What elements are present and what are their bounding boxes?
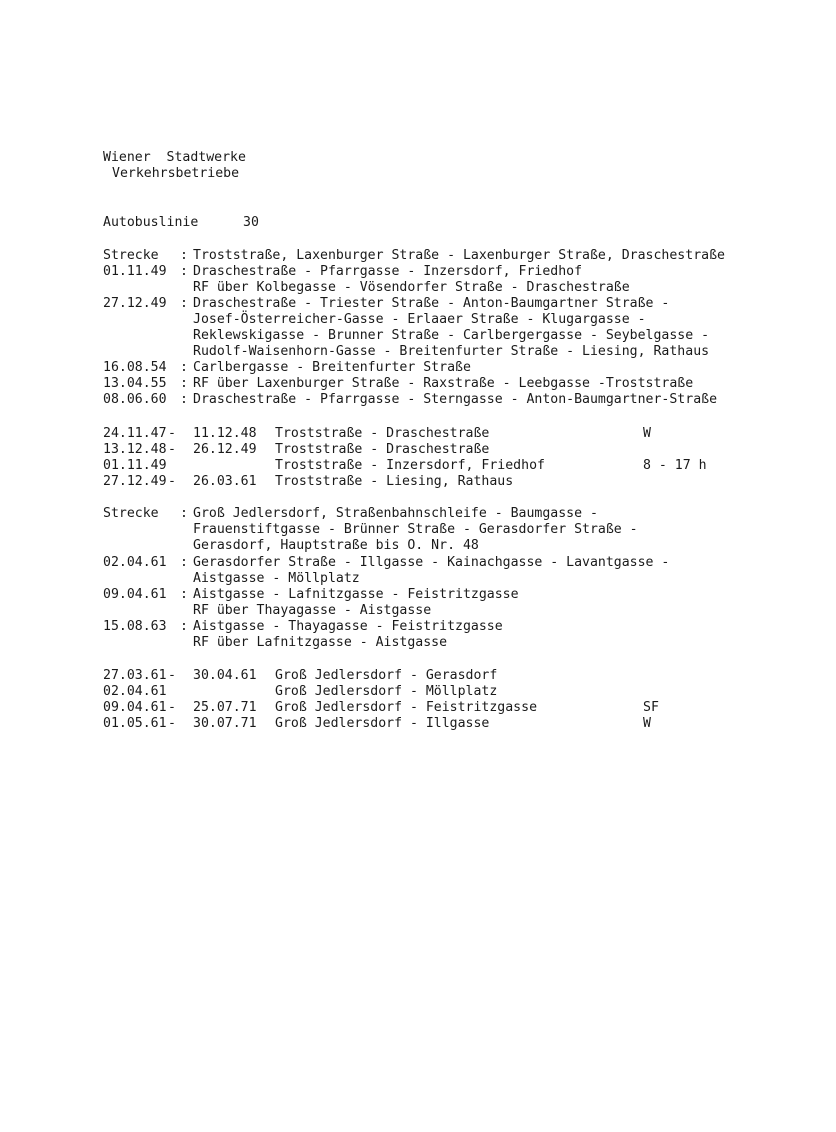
separator-colon: :	[180, 587, 188, 602]
separator-colon: :	[180, 619, 188, 634]
schedule-to-date: 26.03.61	[193, 474, 257, 489]
schedule-to-date: 11.12.48	[193, 426, 257, 441]
schedule-note: SF	[643, 700, 659, 715]
route-change-date: 09.04.61	[103, 587, 167, 602]
route-change-date: 08.06.60	[103, 392, 167, 407]
schedule-dash: -	[168, 700, 176, 715]
bus-line-number: 30	[243, 215, 259, 230]
schedule-dash: -	[168, 716, 176, 731]
schedule-from-date: 13.12.48	[103, 442, 167, 457]
route-change-text: Draschestraße - Pfarrgasse - Inzersdorf, Friedhof	[193, 264, 583, 279]
schedule-to-date: 30.07.71	[193, 716, 257, 731]
route-change-text: Draschestraße - Pfarrgasse - Sterngasse - Anton-Baumgartner-Straße	[193, 392, 718, 407]
route-change-date: 13.04.55	[103, 376, 167, 391]
strecke-text: Troststraße, Laxenburger Straße - Laxenburger Straße, Draschestraße	[193, 248, 725, 263]
route-change-date: 15.08.63	[103, 619, 167, 634]
route-change-text: Carlbergasse - Breitenfurter Straße	[193, 360, 471, 375]
schedule-note: W	[643, 716, 651, 731]
schedule-from-date: 09.04.61	[103, 700, 167, 715]
schedule-dash: -	[168, 474, 176, 489]
separator-colon: :	[180, 506, 188, 521]
schedule-to-date: 25.07.71	[193, 700, 257, 715]
schedule-route: Groß Jedlersdorf - Illgasse	[275, 716, 490, 731]
schedule-route: Groß Jedlersdorf - Feistritzgasse	[275, 700, 538, 715]
strecke-text: Groß Jedlersdorf, Straßenbahnschleife - Baumgasse -	[193, 506, 598, 521]
route-change-text: Gerasdorfer Straße - Illgasse - Kainachgasse - Lavantgasse -	[193, 555, 670, 570]
route-change-date: 01.11.49	[103, 264, 167, 279]
organization-name: Wiener Stadtwerke	[103, 150, 246, 165]
separator-colon: :	[180, 296, 188, 311]
route-change-text: RF über Laxenburger Straße - Raxstraße - Leebgasse -Troststraße	[193, 376, 694, 391]
route-change-text: Aistgasse - Thayagasse - Feistritzgasse	[193, 619, 503, 634]
schedule-dash: -	[168, 442, 176, 457]
strecke-text: Gerasdorf, Hauptstraße bis O. Nr. 48	[193, 538, 479, 553]
bus-line-label: Autobuslinie	[103, 215, 199, 230]
schedule-route: Troststraße - Liesing, Rathaus	[275, 474, 514, 489]
schedule-from-date: 02.04.61	[103, 684, 167, 699]
schedule-dash: -	[168, 668, 176, 683]
schedule-from-date: 01.05.61	[103, 716, 167, 731]
schedule-route: Groß Jedlersdorf - Möllplatz	[275, 684, 498, 699]
schedule-route: Troststraße - Inzersdorf, Friedhof	[275, 458, 545, 473]
separator-colon: :	[180, 360, 188, 375]
strecke-label: Strecke	[103, 248, 159, 263]
route-change-date: 16.08.54	[103, 360, 167, 375]
separator-colon: :	[180, 376, 188, 391]
route-change-text: Aistgasse - Lafnitzgasse - Feistritzgasse	[193, 587, 519, 602]
schedule-from-date: 24.11.47	[103, 426, 167, 441]
strecke-text: Frauenstiftgasse - Brünner Straße - Gerasdorfer Straße -	[193, 522, 638, 537]
route-change-text: RF über Thayagasse - Aistgasse	[193, 603, 432, 618]
schedule-from-date: 27.03.61	[103, 668, 167, 683]
route-change-text: Reklewskigasse - Brunner Straße - Carlbergergasse - Seybelgasse -	[193, 328, 710, 343]
schedule-route: Groß Jedlersdorf - Gerasdorf	[275, 668, 498, 683]
strecke-label: Strecke	[103, 506, 159, 521]
route-change-text: Rudolf-Waisenhorn-Gasse - Breitenfurter Straße - Liesing, Rathaus	[193, 344, 710, 359]
route-change-text: RF über Lafnitzgasse - Aistgasse	[193, 635, 448, 650]
schedule-to-date: 30.04.61	[193, 668, 257, 683]
schedule-to-date: 26.12.49	[193, 442, 257, 457]
schedule-from-date: 27.12.49	[103, 474, 167, 489]
schedule-route: Troststraße - Draschestraße	[275, 426, 490, 441]
route-change-date: 02.04.61	[103, 555, 167, 570]
separator-colon: :	[180, 264, 188, 279]
separator-colon: :	[180, 555, 188, 570]
schedule-note: 8 - 17 h	[643, 458, 707, 473]
route-change-text: Draschestraße - Triester Straße - Anton-Baumgartner Straße -	[193, 296, 670, 311]
separator-colon: :	[180, 248, 188, 263]
schedule-dash: -	[168, 426, 176, 441]
route-change-text: Josef-Österreicher-Gasse - Erlaaer Straße - Klugargasse -	[193, 312, 646, 327]
route-change-text: Aistgasse - Möllplatz	[193, 571, 360, 586]
organization-department: Verkehrsbetriebe	[112, 166, 240, 181]
schedule-note: W	[643, 426, 651, 441]
route-change-date: 27.12.49	[103, 296, 167, 311]
schedule-route: Troststraße - Draschestraße	[275, 442, 490, 457]
separator-colon: :	[180, 392, 188, 407]
route-change-text: RF über Kolbegasse - Vösendorfer Straße - Draschestraße	[193, 280, 630, 295]
schedule-from-date: 01.11.49	[103, 458, 167, 473]
